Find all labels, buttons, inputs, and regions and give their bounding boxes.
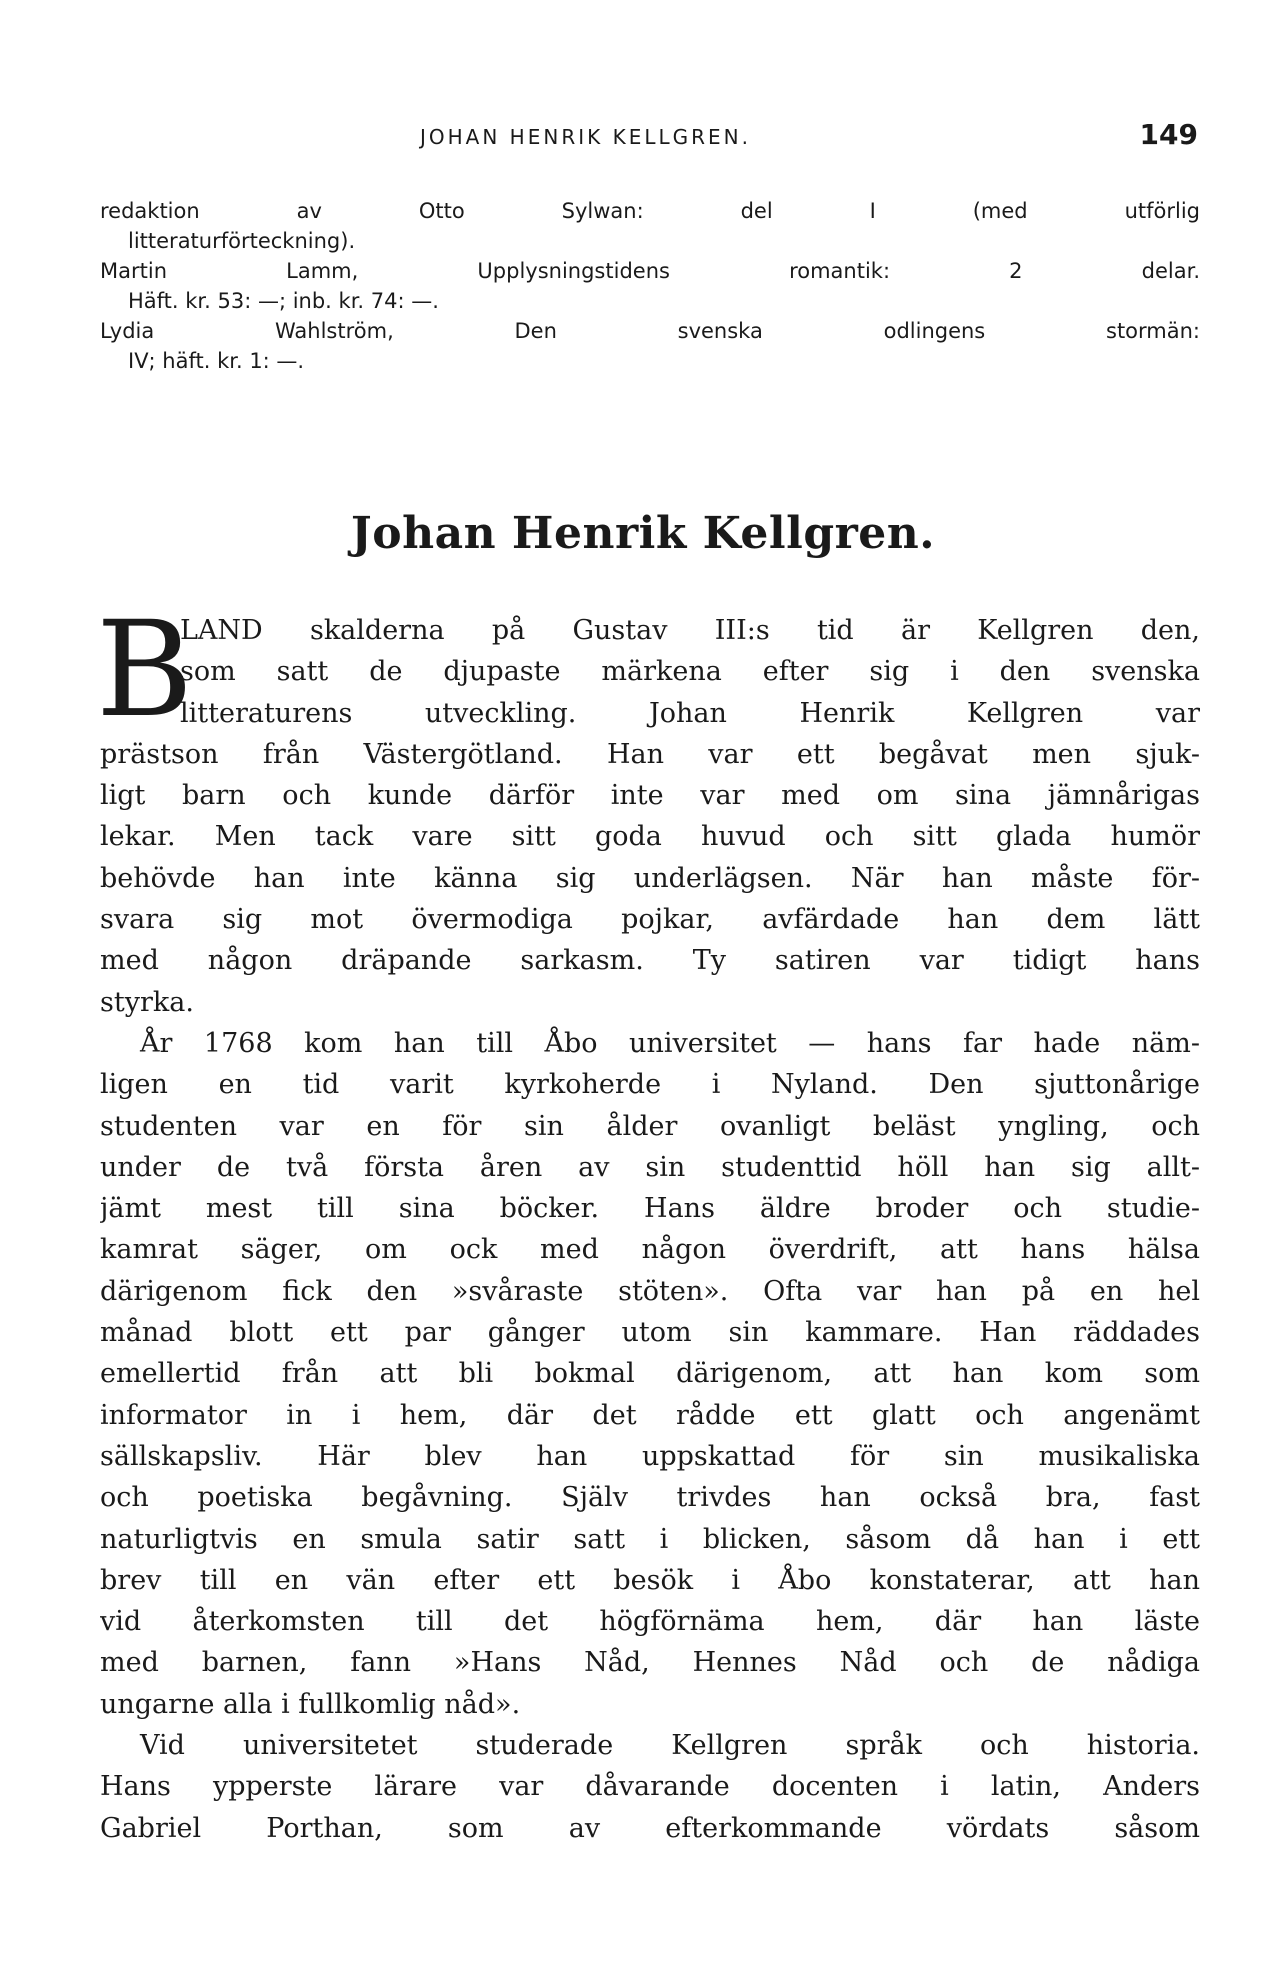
bibliography-line: IV; häft. kr. 1: —.	[128, 349, 305, 373]
text-line: styrka.	[100, 986, 194, 1018]
text-line: Vid universitetet studerade Kellgren språk och historia.	[140, 1730, 1200, 1762]
text-line: lekar. Men tack vare sitt goda huvud och sitt glada humör	[100, 821, 1200, 853]
bibliography-line: litteraturförteckning).	[128, 229, 356, 253]
bibliography	[100, 196, 1200, 376]
chapter-heading: Johan Henrik Kellgren.	[350, 508, 936, 559]
text-line: brev till en vän efter ett besök i Åbo konstaterar, att han	[100, 1564, 1200, 1596]
bibliography-line: Häft. kr. 53: —; inb. kr. 74: —.	[128, 289, 439, 313]
text-line: Gabriel Porthan, som av efterkommande vördats såsom	[100, 1812, 1200, 1844]
text-line: prästson från Västergötland. Han var ett begåvat men sjuk-	[100, 738, 1200, 770]
text-line: naturligtvis en smula satir satt i blicken, såsom då han i ett	[100, 1523, 1200, 1555]
text-line: ligt barn och kunde därför inte var med om sina jämnårigas	[100, 780, 1200, 812]
text-line: som satt de djupaste märkena efter sig i den svenska	[180, 656, 1200, 688]
text-line: År 1768 kom han till Åbo universitet — hans far hade näm-	[140, 1027, 1200, 1059]
text-line: studenten var en för sin ålder ovanligt beläst yngling, och	[100, 1110, 1200, 1142]
text-line: vid återkomsten till det högförnäma hem, där han läste	[100, 1606, 1200, 1638]
opening-paragraph	[96, 593, 1200, 747]
text-line: ligen en tid varit kyrkoherde i Nyland. Den sjuttonårige	[100, 1069, 1200, 1101]
text-line: LAND skalderna på Gustav III:s tid är Kellgren den,	[180, 615, 1200, 646]
text-line: svara sig mot övermodiga pojkar, avfärdade han dem lätt	[100, 904, 1200, 936]
text-line: behövde han inte känna sig underlägsen. När han måste för-	[100, 862, 1200, 894]
text-line: ungarne alla i fullkomlig nåd».	[100, 1688, 521, 1720]
text-line: månad blott ett par gånger utom sin kammare. Han räddades	[100, 1317, 1200, 1349]
text-line: med någon dräpande sarkasm. Ty satiren var tidigt hans	[100, 945, 1200, 977]
bibliography-line: Lydia Wahlström, Den svenska odlingens stormän:	[100, 319, 1200, 343]
body-text	[96, 593, 1200, 1849]
running-title: JOHAN HENRIK KELLGREN.	[420, 125, 751, 149]
text-line: emellertid från att bli bokmal därigenom, att han kom som	[100, 1358, 1200, 1390]
text-line: jämt mest till sina böcker. Hans äldre broder och studie-	[100, 1193, 1200, 1225]
text-line: därigenom fick den »svåraste stöten». Ofta var han på en hel	[100, 1275, 1200, 1307]
running-head	[100, 118, 1198, 158]
bibliography-line: Martin Lamm, Upplysningstidens romantik: 2 delar.	[100, 259, 1200, 283]
drop-cap: B	[96, 593, 194, 747]
text-line: med barnen, fann »Hans Nåd, Hennes Nåd och de nådiga	[100, 1647, 1200, 1679]
page-number: 149	[1139, 118, 1198, 151]
text-line: och poetiska begåvning. Själv trivdes han också bra, fast	[100, 1482, 1200, 1514]
bibliography-line: redaktion av Otto Sylwan: del I (med utförlig	[100, 199, 1200, 223]
text-line: sällskapsliv. Här blev han uppskattad för sin musikaliska	[100, 1440, 1200, 1472]
text-line: kamrat säger, om ock med någon överdrift, att hans hälsa	[100, 1234, 1200, 1266]
text-line: under de två första åren av sin studenttid höll han sig allt-	[100, 1151, 1200, 1183]
text-line: Hans ypperste lärare var dåvarande docenten i latin, Anders	[100, 1771, 1200, 1803]
text-line: litteraturens utveckling. Johan Henrik Kellgren var	[180, 697, 1200, 729]
text-line: informator in i hem, där det rådde ett glatt och angenämt	[100, 1399, 1200, 1431]
